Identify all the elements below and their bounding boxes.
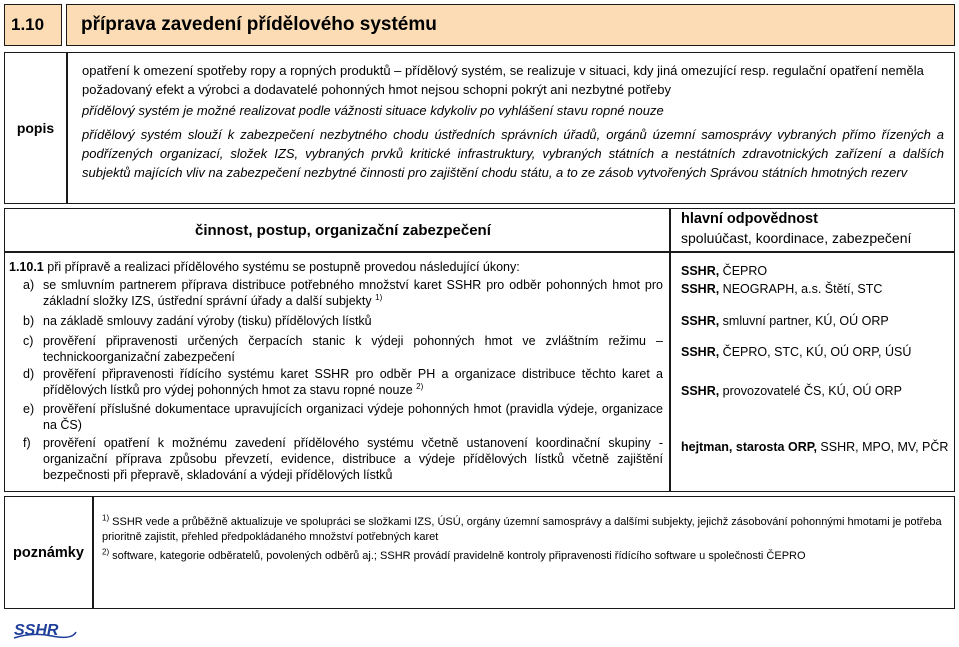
responsibility-main: SSHR, [681,282,720,296]
step-label: c) [23,334,34,348]
step-number: 1.10.1 [9,260,44,274]
responsibility-main-label: hlavní odpovědnost [681,211,818,227]
logo-text: SSHR [14,622,59,639]
step-text: se smluvním partnerem příprava distribuce potřebného množství karet SSHR pro odběr pohonných hmot pro základní složky IZS, ústřední správní úřady a další subjekty [43,278,663,308]
responsibility-main: hejtman, starosta ORP, [681,440,817,454]
responsibility-header [670,208,955,252]
responsibility-entry [681,313,951,329]
step-item [23,333,663,365]
responsibility-rest: provozovatelé ČS, KÚ, OÚ ORP [719,384,902,398]
step-label: f) [23,436,31,450]
sshr-logo-graphic [12,620,78,640]
responsibility-main: SSHR, [681,314,720,328]
step-label: e) [23,402,35,416]
step-label: a) [23,278,35,292]
note-text: SSHR vede a průběžně aktualizuje ve spolupráci se složkami IZS, ÚSÚ, orgány územní samosprávy a dalšími subjekty, jejichž zásobování pohonnými hmotami je potřeba prioritně zajistit, přehled předpokládaného množství potřebných karet [102,516,942,543]
responsibility-entry [681,383,951,399]
section-number: 1.10 [4,4,62,46]
popis-paragraph: opatření k omezení spotřeby ropy a ropných produktů – přídělový systém, se realizuje v situaci, kdy jiná omezující resp. regulační opatření neměla požadovaný efekt a výrobci a dodavatelé pohonných hmot nejsou schopni pokrýt ani nezbytné potřeby [82,63,924,97]
note-item [102,515,948,545]
step-text: prověření opatření k možnému zavedení přídělového systému včetně ustanovení koordinační skupiny - organizační příprava způsobu převzetí, evidence, distribuce a výdeje přídělových lístků včetně zajištění bezpečnosti při přepravě, skladování a výdeji přídělových lístků [43,436,663,482]
step-label: d) [23,367,35,381]
responsibility-rest: NEOGRAPH, a.s. Štětí, STC [719,282,883,296]
popis-paragraph: přídělový systém slouží k zabezpečení nezbytného chodu ústředních správních úřadů, orgánů územní samosprávy vybraných přímo řízených a podřízených organizací, složek IZS, vybraných prvků kritické infrastruktury, vybraných státních a nestátních zdravotnických zařízení a dalších subjektů majících vliv na zabezpečení nezbytné činnosti pro zajištění chodu státu, a to ze zásob vytvořených Správou státních hmotných rezerv [82,127,944,180]
step-item [23,401,663,433]
steps-intro-text: při přípravě a realizaci přídělového systému se postupně provedou následující úkony: [43,260,520,274]
responsibility-rest: SSHR, MPO, MV, PČR [816,440,949,454]
responsibility-entry [681,281,951,297]
step-text: prověření příslušné dokumentace upravujících organizaci výdeje pohonných hmot (pravidla výdeje, organizace na ČS) [43,402,663,432]
footnote-mark: 2) [102,547,110,557]
footnote-ref: 2) [416,381,424,391]
responsibility-sub-label: spoluúčast, koordinace, zabezpečení [681,230,912,246]
responsibility-main: SSHR, [681,264,720,278]
step-text: prověření připravenosti řídícího systému karet SSHR pro odběr PH a organizace distribuce těchto karet a přídělových lístků pro výdej pohonných hmot za stavu ropné nouze [43,367,663,397]
step-label: b) [23,314,35,328]
notes-body [93,496,955,609]
sshr-logo [12,620,78,640]
note-item [102,549,948,564]
responsibility-rest: ČEPRO, STC, KÚ, OÚ ORP, ÚSÚ [719,345,912,359]
responsibility-cell [670,252,955,492]
step-text: na základě smlouvy zadání výroby (tisku) přídělových lístků [43,314,372,328]
responsibility-rest: ČEPRO [719,264,768,278]
step-item [23,277,663,309]
responsibility-main: SSHR, [681,345,720,359]
step-item [23,313,663,329]
section-title: příprava zavedení přídělového systému [66,4,955,46]
responsibility-rest: smluvní partner, KÚ, OÚ ORP [719,314,889,328]
responsibility-entry [681,263,951,279]
popis-body [67,52,955,204]
activity-header: činnost, postup, organizační zabezpečení [4,208,670,252]
popis-paragraph: přídělový systém je možné realizovat podle vážnosti situace kdykoliv po vyhlášení stavu ropné nouze [82,103,664,118]
step-text: prověření připravenosti určených čerpacích stanic k výdeji pohonných hmot ve zvláštním režimu – technickoorganizační zabezpečení [43,334,663,364]
popis-label: popis [4,52,67,204]
step-item [23,435,663,483]
step-item [23,366,663,398]
notes-label: poznámky [4,496,93,609]
footnote-ref: 1) [375,292,383,302]
note-text: software, kategorie odběratelů, povolených odběrů aj.; SSHR provádí pravidelně kontroly připravenosti řídícího software u společnosti ČEPRO [109,550,806,562]
footnote-mark: 1) [102,513,110,523]
steps-intro [9,259,520,275]
responsibility-entry [681,344,951,360]
responsibility-main: SSHR, [681,384,720,398]
steps-cell [4,252,670,492]
responsibility-entry [681,439,951,455]
